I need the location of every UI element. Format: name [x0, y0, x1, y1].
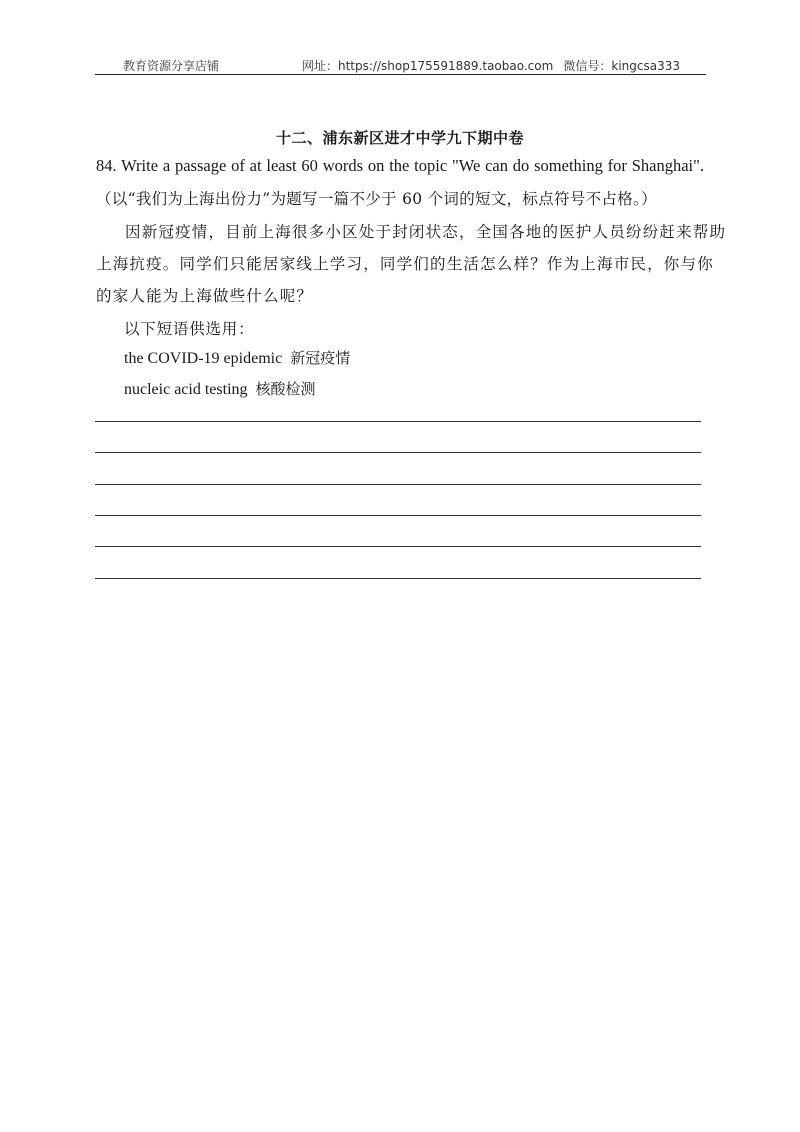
phrase-english: nucleic acid testing	[124, 381, 248, 398]
section-title: 十二、浦东新区进才中学九下期中卷	[275, 129, 524, 147]
header-wechat: 微信号：kingcsa333	[563, 59, 680, 73]
answer-line-4[interactable]	[95, 515, 701, 516]
background-line-2: 上海抗疫。同学们只能居家线上学习，同学们的生活怎么样？作为上海市民，你与你	[96, 255, 714, 273]
header-shop-name: 教育资源分享店铺	[123, 59, 220, 73]
phrase-item	[124, 378, 732, 399]
header-url[interactable]: 网址：https://shop175591889.taobao.com	[302, 59, 554, 73]
answer-line-6[interactable]	[95, 578, 701, 579]
answer-line-3[interactable]	[95, 484, 701, 485]
background-line-3: 的家人能为上海做些什么呢？	[96, 287, 314, 305]
phrase-item	[124, 347, 732, 368]
phrases-intro: 以下短语供选用：	[124, 320, 255, 338]
phrase-chinese: 新冠疫情	[290, 349, 351, 367]
header-divider	[95, 74, 706, 75]
background-line-1: 因新冠疫情，目前上海很多小区处于封闭状态，全国各地的医护人员纷纷赶来帮助	[125, 223, 727, 241]
answer-line-5[interactable]	[95, 546, 701, 547]
answer-line-2[interactable]	[95, 452, 701, 453]
phrase-chinese: 核酸检测	[255, 380, 316, 398]
question-prompt-english: 84. Write a passage of at least 60 words on the topic "We can do something for Shanghai".	[96, 156, 704, 175]
page-header	[95, 57, 706, 75]
phrase-english: the COVID-19 epidemic	[124, 350, 283, 367]
question-prompt-chinese: （以“我们为上海出份力”为题写一篇不少于 60 个词的短文，标点符号不占格。）	[96, 190, 657, 208]
answer-line-1[interactable]	[95, 421, 701, 422]
